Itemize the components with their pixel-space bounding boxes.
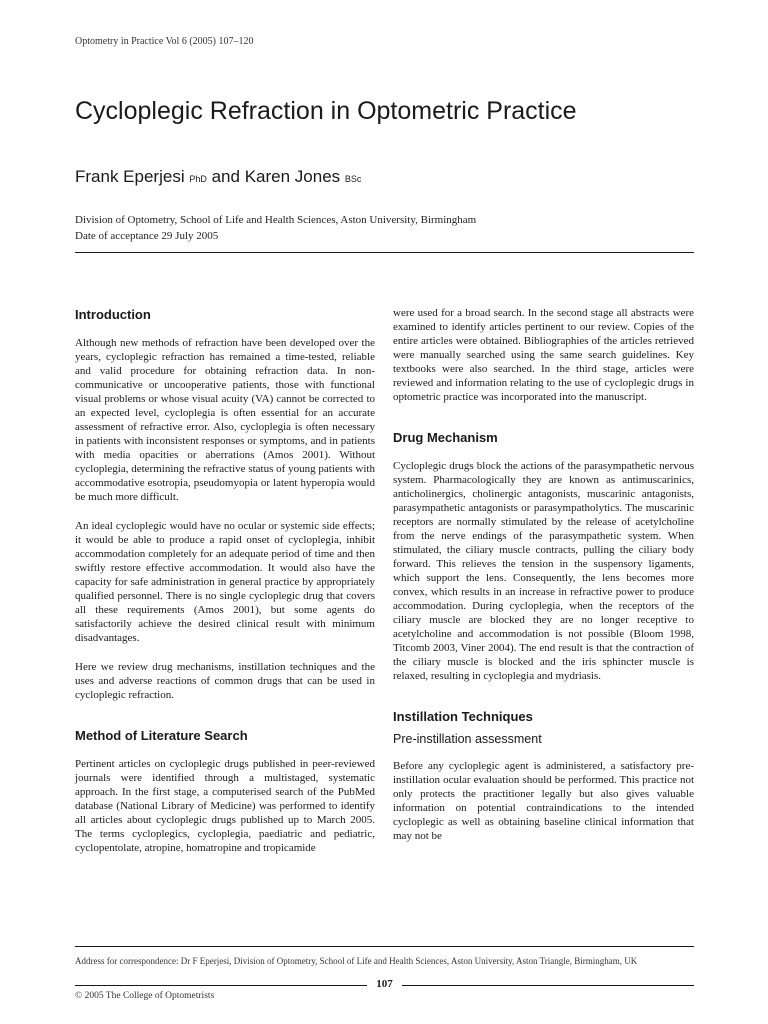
subsection-heading: Pre-instillation assessment: [393, 732, 542, 746]
copyright-notice: © 2005 The College of Optometrists: [75, 991, 215, 1001]
paragraph: Although new methods of refraction have been developed over the years, cycloplegic refraction has remained a time-tested, reliable and valid procedure for obtaining refraction data. In non-communicative or uncooperative patients, those with functional visual problems or whose visual acuity (VA) cannot be corrected to an expected level, cycloplegia is often essential for an accurate assessment of refractive error. Also, cycloplegia is often necessary in patients with inconsistent responses or symptoms, and in patients with media opacities or aberrations (Amos 2001). Without cycloplegia, determining the refractive status of young patients with accommodative esotropia, pseudomyopia or latent hyperopia would be much more difficult.: [75, 337, 375, 503]
right-column: [393, 306, 694, 843]
journal-citation: Optometry in Practice Vol 6 (2005) 107–120: [75, 36, 254, 47]
header-rule: [75, 252, 694, 253]
footnote-rule: [75, 946, 694, 947]
author-line: [75, 167, 361, 187]
author-degree: BSc: [344, 174, 362, 184]
affiliation: Division of Optometry, School of Life and Health Sciences, Aston University, Birmingham: [75, 214, 477, 226]
correspondence-note: Address for correspondence: Dr F Eperjesi, Division of Optometry, School of Life and Health Sciences, Aston University, Aston Triangle, Birmingham, UK: [75, 956, 638, 966]
author-degree: PhD: [189, 174, 207, 184]
section-heading: Instillation Techniques: [393, 709, 533, 724]
paragraph: Cycloplegic drugs block the actions of the parasympathetic nervous system. Pharmacologically they are known as antimuscarinics, anticholinergics, cholinergic antagonists, muscarinic antagonists, parasympathetic antagonists or parasympatholytics. The muscarinic receptors are normally stimulated by the release of acetylcholine from the nerve endings of the parasympathetic system. When stimulated, the ciliary muscle contracts, pulling the ciliary body forward. This relieves the tension in the suspensory ligaments, which support the lens. Consequently, the lens becomes more convex, which results in an increase in refractive power to produce accommodation. During cycloplegia, when the receptors of the ciliary muscle are blocked they are no longer receptive to acetylcholine and accommodation is not possible (Bloom 1998, Titcomb 2003, Viner 2004). The end result is that the contraction of the ciliary muscle is blocked and the iris sphincter muscle is relaxed, resulting in cycloplegia and mydriasis.: [393, 460, 694, 682]
paragraph: were used for a broad search. In the second stage all abstracts were examined to identify articles pertinent to our review. Copies of the entire articles were obtained. Bibliographies of the articles retrieved were manually searched using the same search guidelines. Key textbooks were also searched. In the third stage, articles were reviewed and information relating to the use of cycloplegic drugs in optometric practice was incorporated into the manuscript.: [393, 307, 694, 403]
paragraph: Pertinent articles on cycloplegic drugs published in peer-reviewed journals were identified through a multistaged, systematic approach. In the first stage, a computerised search of the PubMed database (National Library of Medicine) was performed to identify all articles about cycloplegic drugs published up to March 2005. The terms cycloplegics, cycloplegia, paediatric and pediatric, cyclopentolate, atropine, homatropine and tropicamide: [75, 758, 375, 854]
page-number: 107: [376, 978, 393, 990]
section-heading: Drug Mechanism: [393, 430, 498, 445]
author-name: Karen Jones: [244, 167, 341, 186]
author-connector: and: [211, 167, 240, 186]
affiliation-block: [75, 212, 476, 244]
paragraph: Before any cycloplegic agent is administered, a satisfactory pre-instillation ocular evaluation should be performed. This practice not only protects the practitioner legally but also gives valuable information on potential contraindications to the intended cycloplegic as well as obtaining baseline clinical information that may not be: [393, 760, 694, 842]
footer-rule-left: [75, 985, 367, 986]
footer-rule-right: [402, 985, 694, 986]
left-column: [75, 307, 375, 855]
section-heading: Introduction: [75, 307, 151, 322]
section-heading: Method of Literature Search: [75, 728, 248, 743]
paragraph: Here we review drug mechanisms, instillation techniques and the uses and adverse reactions of common drugs that can be used in cycloplegic refraction.: [75, 661, 375, 701]
paragraph: An ideal cycloplegic would have no ocular or systemic side effects; it would be able to produce a rapid onset of cycloplegia, inhibit accommodation completely for an adequate period of time and then swiftly restore effective accommodation. It would also have the capacity for safe administration in general practice by appropriately qualified personnel. There is no single cycloplegic drug that covers all these requirements (Amos 2001), but some agents do satisfactorily achieve the desired clinical result with minimum disadvantages.: [75, 520, 375, 644]
acceptance-date: Date of acceptance 29 July 2005: [75, 230, 219, 242]
author-name: Frank Eperjesi: [75, 167, 185, 186]
article-title: Cycloplegic Refraction in Optometric Practice: [75, 97, 577, 125]
